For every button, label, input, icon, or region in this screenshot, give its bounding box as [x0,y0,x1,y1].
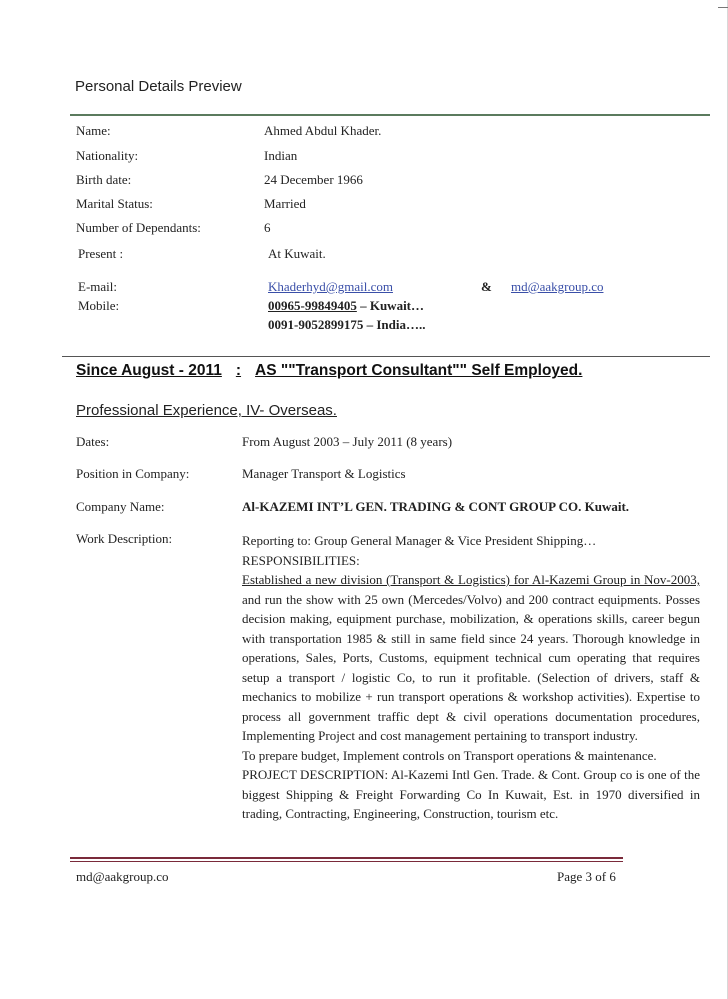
marital-status-value: Married [264,196,306,211]
position-label: Position in Company: [76,466,190,481]
footer-email: md@aakgroup.co [76,869,169,884]
reporting-line: Reporting to: Group General Manager & Vice President Shipping… [242,533,597,548]
name-label: Name: [76,123,111,138]
dependants-value: 6 [264,220,271,235]
responsibilities-heading: RESPONSIBILITIES: [242,552,360,568]
work-description-label: Work Description: [76,531,173,546]
corner-mark [718,7,728,8]
email-secondary-link[interactable]: md@aakgroup.co [511,279,604,294]
present-label: Present : [78,246,124,261]
mobile-india: 0091-9052899175 – India….. [268,317,426,332]
footer-page-number: Page 3 of 6 [557,869,616,884]
budget-line: To prepare budget, Implement controls on Transport operations & maintenance. [242,747,657,763]
position-value: Manager Transport & Logistics [242,466,406,481]
email-label: E-mail: [78,279,117,294]
present-value: At Kuwait. [268,246,326,261]
personal-details-heading: Personal Details Preview [75,78,242,95]
professional-experience-heading: Professional Experience, IV- Overseas. [76,402,337,419]
dependants-label: Number of Dependants: [76,220,201,235]
company-value: Al-KAZEMI INT’L GEN. TRADING & CONT GROUP CO. Kuwait. [242,499,630,514]
birth-date-value: 24 December 1966 [264,172,363,187]
nationality-value: Indian [264,148,298,163]
email-ampersand: & [481,279,492,294]
section-divider [70,114,710,116]
project-description: PROJECT DESCRIPTION: Al-Kazemi Intl Gen. Trade. & Cont. Group co is one of the biggest Shipping & Freight Forwarding Co In Kuwait, Est. in 1970 diversified in trading, Contracting, Engineering, Construction, tourism etc. [242,767,700,821]
name-value: Ahmed Abdul Khader. [264,123,382,138]
responsibilities-text: and run the show with 25 own (Mercedes/Volvo) and 200 contract equipments. Posses decision making, equipment purchase, mobilization, & operations skills, career begun with transportation 1985 & still in same field since 24 years. Thorough knowledge in operations, Sales, Ports, Customs, equipment technical cum operating that requires setup a transport / logistic Co, to run it profitable. (Selection of drivers, staff & mechanics to mobilize + run transport operations & workshop activities). Expertise to process all government traffic dept & civil operations documentation procedures, Implementing Project and cost management pertaining to transport industry. [242,591,700,743]
footer-rule [70,857,623,859]
since-role: AS ""Transport Consultant"" Self Employed. [255,362,583,379]
birth-date-label: Birth date: [76,172,132,187]
since-colon: : [235,362,242,379]
since-date: Since August - 2011 [76,362,222,379]
footer-rule-thin [70,861,623,862]
current-role-heading [76,362,582,380]
mobile-label: Mobile: [78,298,120,313]
work-description [242,531,700,824]
responsibilities-underlined: Established a new division (Transport & Logistics) for Al-Kazemi Group in Nov-2003, [242,572,700,587]
mobile-kuwait-number: 00965-99849405 [268,298,357,313]
mobile-kuwait-suffix: – Kuwait… [356,298,425,313]
dates-label: Dates: [76,434,110,449]
email-primary-link[interactable]: Khaderhyd@gmail.com [268,279,393,294]
company-label: Company Name: [76,499,165,514]
mobile-kuwait [268,298,424,314]
nationality-label: Nationality: [76,148,139,163]
section-divider-dark [62,356,710,357]
marital-status-label: Marital Status: [76,196,153,211]
dates-value: From August 2003 – July 2011 (8 years) [242,434,453,449]
responsibilities-body [242,570,700,746]
